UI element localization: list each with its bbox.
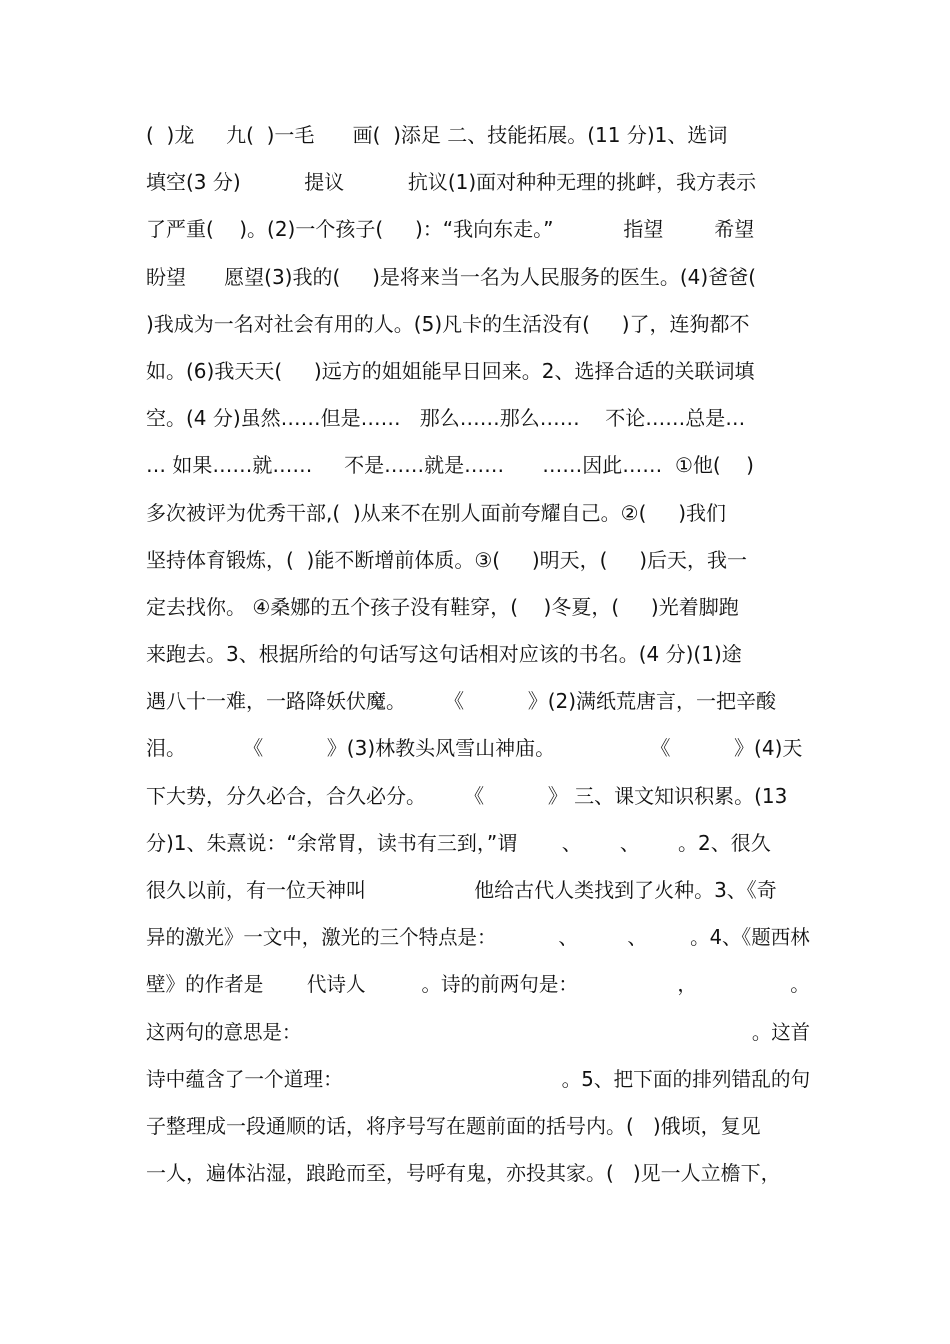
text-line: 如。(6)我天天( )远方的姐姐能早日回来。2、选择合适的关联词填 <box>146 358 755 383</box>
text-line: … 如果……就…… 不是……就是…… ……因此…… ①他( ) <box>146 453 754 478</box>
text-line: )我成为一名对社会有用的人。(5)凡卡的生活没有( )了，连狗都不 <box>146 311 750 336</box>
text-line: 壁》的作者是 代诗人 。诗的前两句是： ， 。 <box>146 972 810 997</box>
text-line: 很久以前，有一位天神叫 他给古代人类找到了火种。3、《奇 <box>146 878 777 902</box>
text-line: 诗中蕴含了一个道理： 。5、把下面的排列错乱的句 <box>146 1066 811 1091</box>
document-body <box>146 112 810 1197</box>
text-line: 来跑去。3、根据所给的句话写这句话相对应该的书名。(4 分)(1)途 <box>146 642 742 667</box>
text-line: 泪。 《 》(3)林教头风雪山神庙。 《 》(4)天 <box>146 736 803 761</box>
text-line: 了严重( )。(2)一个孩子( )：“我向东走。” 指望 希望 <box>146 217 755 242</box>
text-line: 这两句的意思是： 。这首 <box>146 1019 811 1044</box>
text-line: 坚持体育锻炼，( )能不断增前体质。③( )明天，( )后天，我一 <box>146 547 748 572</box>
text-line: 分)1、朱熹说：“余常胃，读书有三到，”谓 、 、 。2、很久 <box>146 830 771 855</box>
text-line: 遇八十一难，一路降妖伏魔。 《 》(2)满纸荒唐言，一把辛酸 <box>146 689 777 714</box>
text-line: 一人，遍体沾湿，踉跄而至，号呼有鬼，亦投其家。( )见一人立檐下， <box>146 1161 781 1186</box>
text-line: 异的激光》一文中，激光的三个特点是： 、 、 。4、《题西林 <box>146 925 810 950</box>
text-line: 盼望 愿望(3)我的( )是将来当一名为人民服务的医生。(4)爸爸( <box>146 264 756 289</box>
text-line: ( )龙 九( )一毛 画( )添足 二、技能拓展。(11 分)1、选词 <box>146 123 728 147</box>
text-line: 定去找你。 ④桑娜的五个孩子没有鞋穿，( )冬夏，( )光着脚跑 <box>146 594 739 619</box>
text-line: 下大势，分久必合，合久必分。 《 》 三、课文知识积累。(13 <box>146 783 788 808</box>
text-line: 空。(4 分)虽然……但是…… 那么……那么…… 不论……总是… <box>146 406 746 431</box>
text-line: 填空(3 分) 提议 抗议(1)面对种种无理的挑衅，我方表示 <box>146 170 757 195</box>
text-line: 多次被评为优秀干部,( )从来不在别人面前夸耀自己。②( )我们 <box>146 500 726 525</box>
text-line: 子整理成一段通顺的话，将序号写在题前面的括号内。( )俄顷，复见 <box>146 1113 761 1138</box>
